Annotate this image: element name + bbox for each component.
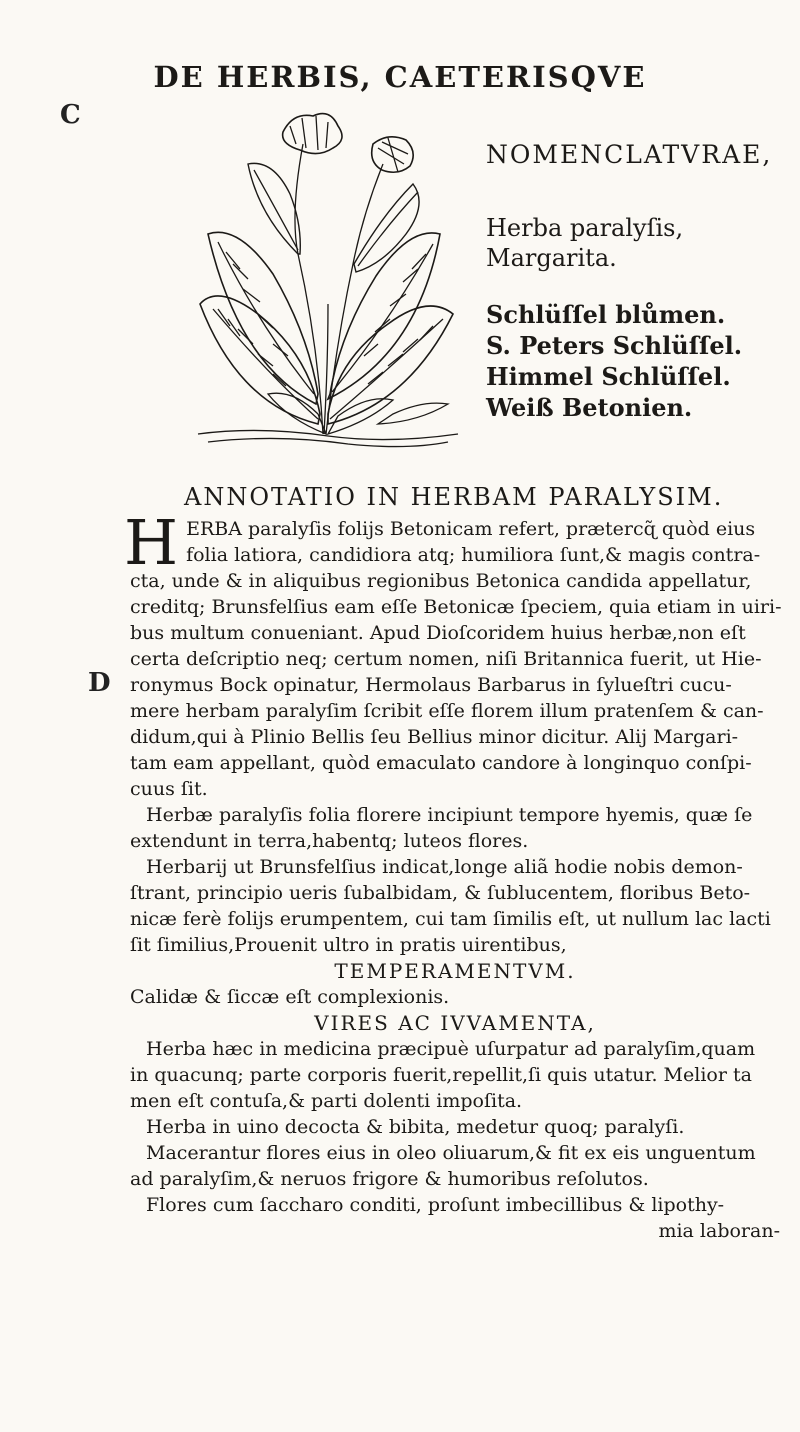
text-line: cuus ſit. (130, 778, 208, 800)
text-line: Herba in uino decocta & bibita, medetur quoq; paralyſi. (146, 1116, 685, 1138)
nomenclature-block (480, 140, 780, 423)
drop-cap: H (124, 506, 179, 579)
german-name: Schlüſſel blůmen. (486, 300, 726, 329)
text-line: creditq; Brunsfelſius eam eſſe Betonicæ ſpeciem, quia etiam in uiri- (130, 596, 782, 618)
margin-letter-c: C (60, 100, 81, 130)
text-line: ronymus Bock opinatur, Hermolaus Barbarus in ſylueſtri cucu- (130, 674, 732, 696)
margin-letter-d: D (88, 668, 111, 698)
text-line: ſit ſimilius,Prouenit ultro in pratis uirentibus, (130, 934, 567, 956)
latin-name: Herba paralyſis, (486, 214, 684, 242)
text-line: certa deſcriptio neq; certum nomen, niſi Britannica fuerit, ut Hie- (130, 648, 762, 670)
first-paragraph (124, 506, 780, 579)
text-line: cta, unde & in aliquibus regionibus Betonica candida appellatur, (130, 570, 752, 592)
text-line: folia latiora, candidiora atq; humiliora ſunt,& magis contra- (186, 544, 761, 566)
text-line: Herbarij ut Brunsfelſius indicat,longe aliã hodie nobis demon- (146, 856, 743, 878)
latin-names (486, 213, 780, 273)
text-line: Calidæ & ſiccæ eſt complexionis. (130, 986, 450, 1008)
latin-name: Margarita. (486, 244, 617, 272)
section-heading-temperamentum: TEMPERAMENTVM. (334, 959, 576, 983)
catchword-line: mia laboran- (658, 1220, 780, 1242)
text-line: ad paralyſim,& neruos frigore & humoribus reſolutos. (130, 1168, 649, 1190)
text-line: Herbæ paralyſis folia florere incipiunt tempore hyemis, quæ ſe (146, 804, 753, 826)
german-name: Himmel Schlüſſel. (486, 362, 731, 391)
running-head: DE HERBIS, CAETERISQVE (153, 60, 647, 94)
text-line: Flores cum ſaccharo conditi, proſunt imbecillibus & lipothy- (146, 1194, 725, 1216)
text-line: mere herbam paralyſim ſcribit eſſe florem illum pratenſem & can- (130, 700, 764, 722)
german-names (486, 299, 780, 423)
text-line: in quacunq; parte corporis fuerit,repellit,ſi quis utatur. Melior ta (130, 1064, 752, 1086)
text-line: Herba hæc in medicina præcipuè uſurpatur ad paralyſim,quam (146, 1038, 756, 1060)
text-line: ſtrant, principio ueris ſubalbidam, & ſublucentem, floribus Beto- (130, 882, 751, 904)
nomenclature-heading: NOMENCLATVRAE, (486, 140, 773, 169)
text-line: didum,qui à Plinio Bellis ſeu Bellius minor dicitur. Alij Margari- (130, 726, 739, 748)
body-text (124, 506, 782, 1244)
text-line: ERBA paralyſis folijs Betonicam refert, prætercɋ̃ quòd eius (186, 518, 756, 540)
text-line: extendunt in terra,habentq; luteos flores. (130, 830, 529, 852)
section-heading-vires: VIRES AC IVVAMENTA, (314, 1011, 596, 1035)
german-name: Weiß Betonien. (486, 393, 693, 422)
annotation-title: ANNOTATIO IN HERBAM PARALYSIM. (184, 483, 724, 511)
text-line: men eſt contuſa,& parti dolenti impoſita. (130, 1090, 523, 1112)
text-line: nicæ ferè folijs erumpentem, cui tam ſimilis eſt, ut nullum lac lacti (130, 908, 771, 930)
text-line: tam eam appellant, quòd emaculato candore à longinquo conſpi- (130, 752, 752, 774)
text-line: Macerantur flores eius in oleo oliuarum,& fit ex eis unguentum (146, 1142, 756, 1164)
german-name: S. Peters Schlüſſel. (486, 331, 743, 360)
text-line: bus multum conueniant. Apud Dioſcoridem huius herbæ,non eſt (130, 622, 746, 644)
plant-woodcut-illustration (178, 104, 468, 454)
